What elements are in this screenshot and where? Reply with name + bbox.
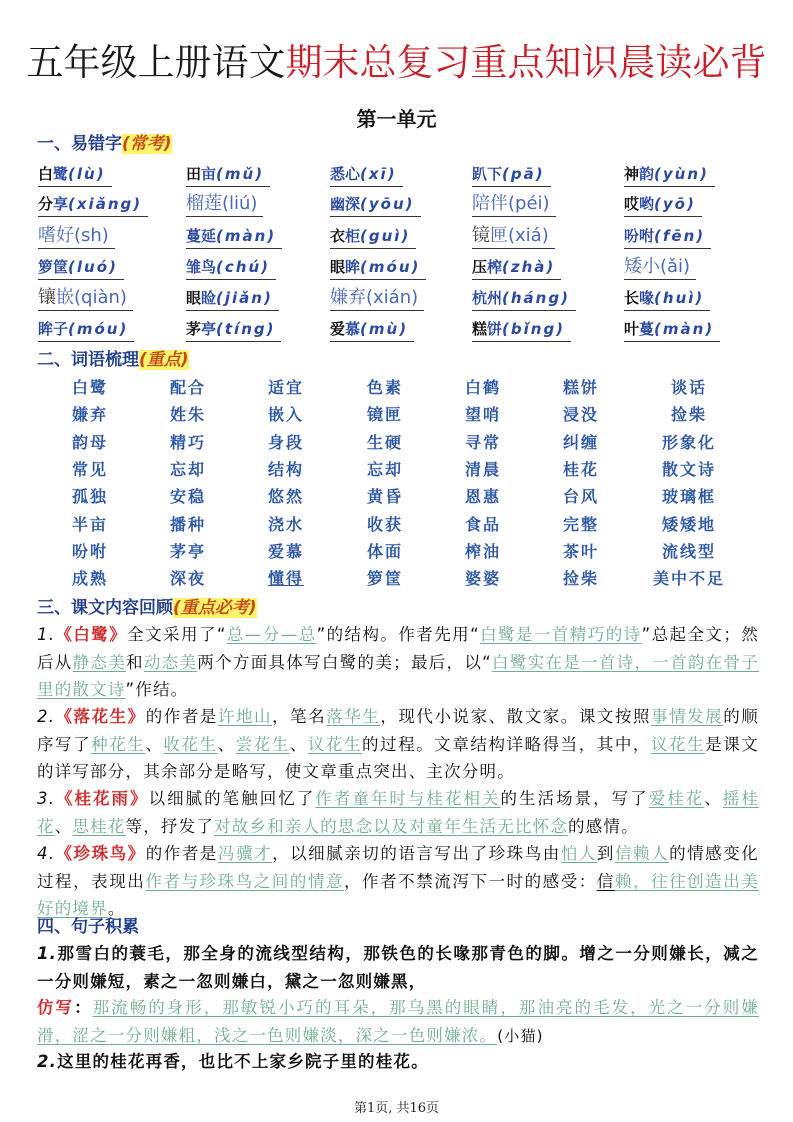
text: 全文采用了“ [127,625,227,644]
text: ”总起全文；然后从 [37,625,759,672]
vocab-word: 婆婆 [464,569,501,589]
answer-text: 许地山 [217,707,273,726]
char-context: 白 [38,165,54,183]
sentence-2 [37,1048,759,1076]
answer-text: 总—分—总 [226,625,317,644]
char-context: 眼 [186,289,202,307]
pinyin: (huì) [654,289,705,307]
char-target: 眸 [345,258,361,276]
char-target: 睑 [201,289,217,307]
vocab-word: 结构 [267,459,304,479]
vocab-word: 糕饼 [562,378,599,397]
char-context: 镶 [38,287,56,308]
lesson-title: 《白鹭》 [55,625,128,644]
char-entry [472,192,556,217]
char-entry [38,317,134,342]
text: 和 [126,652,144,672]
answer-text: 议花生 [650,734,706,754]
pinyin: (péi) [508,193,550,214]
char-context: 压 [472,258,488,276]
word-row [0,430,793,457]
vocab-word: 忘却 [366,459,403,479]
sentence-1 [37,940,759,995]
pinyin: (guì) [360,227,411,245]
answer-text: 赖，往往创造出美好的境界 [37,871,759,918]
vocab-word: 生硬 [366,432,403,452]
title-black-part: 五年级上册语文 [26,41,286,84]
vocab-word: 嵌入 [267,405,304,425]
char-target: 饼 [487,320,503,338]
pinyin: (xī) [360,165,397,183]
section-tag: (常考) [122,134,172,154]
char-context: 田 [186,165,202,183]
char-target: 眸子 [38,320,69,338]
pinyin: (lù) [68,165,106,183]
text: 的作者是 [145,844,218,863]
pinyin: (màn) [216,227,277,245]
word-row [0,402,793,429]
section-heading-confusing-chars [37,133,172,155]
text: 、 [289,734,308,754]
char-target: 蔓 [639,320,655,338]
item-number: 3. [37,789,56,808]
section-label: 一、易错字 [37,134,122,154]
char-target: 悉心 [330,165,361,183]
char-target: 鹭 [53,165,69,183]
char-entry [330,286,424,311]
char-target: 匣 [490,225,508,246]
answer-text: 议花生 [307,734,363,754]
vocab-word: 台风 [562,487,599,507]
section-heading-word-list [37,349,189,371]
char-target: 趴下 [472,165,503,183]
item-number: 2. [37,1052,58,1071]
answer-text: 事情发展 [651,707,724,726]
vocab-word: 食品 [464,514,501,534]
item-number: 2. [37,707,56,726]
char-entry [624,286,710,311]
word-row [0,457,793,484]
vocab-word: 桂花 [562,459,599,479]
pinyin: (bǐng) [502,320,566,338]
vocab-word: 捡柴 [670,405,707,425]
pinyin: (yōu) [360,195,415,213]
vocab-word: 矮矮地 [661,514,716,534]
note-text: (小猫) [497,1026,544,1045]
text: 的作者是 [145,707,218,726]
vocab-word: 安稳 [169,487,206,507]
pinyin: (màn) [654,320,715,338]
vocab-word: 浇水 [267,514,304,534]
char-entry [186,255,276,280]
sentence-text: 那雪白的蓑毛，那全身的流线型结构，那铁色的长喙那青色的脚。增之一分则嫌长，减之一分则嫌短，素之一忽则嫌白，黛之一忽则嫌黑， [37,944,759,991]
vocab-word: 箩筐 [366,569,403,589]
vocab-word: 镜匣 [366,405,403,425]
answer-text: 摇桂花 [37,789,760,836]
text: ，以细腻亲切的语言写出了珍珠鸟由 [272,844,561,863]
answer-text: 思桂花 [72,816,126,836]
vocab-word: 黄昏 [366,487,403,507]
section-label: 二、词语梳理 [37,350,139,370]
char-context: 镜 [472,225,490,246]
pinyin: (sh) [74,225,109,246]
pinyin: (luó) [68,258,118,276]
char-target: 嗜好 [38,225,74,246]
vocab-word: 身段 [267,432,304,452]
char-context: 眼 [330,258,346,276]
char-entry [38,162,112,187]
char-context: 哎 [624,195,640,213]
text: 、 [217,734,236,754]
char-target: 雏鸟 [186,258,217,276]
char-context: 衣 [330,227,346,245]
vocab-word: 寻常 [464,432,501,452]
char-entry [186,192,263,217]
char-context: 神 [624,165,640,183]
imitation-writing [37,994,759,1050]
section-tag: (重点必考) [173,598,257,618]
vocab-word: 半亩 [71,514,108,534]
char-target: 箩筐 [38,258,69,276]
char-entry [186,224,282,249]
word-row [0,539,793,566]
vocab-word: 白鹭 [71,378,108,397]
vocab-word: 捡柴 [562,569,599,589]
vocab-word: 懂得 [267,569,304,589]
vocab-word: 茶叶 [562,541,599,561]
pinyin: (ǎi) [660,256,691,277]
vocab-word: 嫌弃 [71,405,108,425]
char-entry [186,317,281,342]
char-row [38,224,758,254]
char-row [38,192,758,222]
vocab-word: 浸没 [562,405,599,425]
sentence-text: 这里的桂花再香，也比不上家乡院子里的桂花。 [57,1052,429,1071]
answer-text: 作者与珍珠鸟之间的情意 [145,871,344,891]
text: 。 [107,899,126,918]
char-entry [624,255,696,280]
char-entry [38,192,148,217]
vocab-word: 韵母 [71,432,108,452]
word-row [0,375,793,402]
vocab-word: 成熟 [71,569,108,589]
vocab-word: 恩惠 [464,487,501,507]
pinyin: (xián) [366,287,419,308]
pinyin: (zhà) [502,258,556,276]
vocab-word: 散文诗 [661,459,716,479]
char-target: 哟 [639,195,655,213]
char-row [38,255,758,285]
char-target: 杭州 [472,289,503,307]
text: 以细腻的笔触回忆了 [148,789,316,808]
word-row [0,484,793,511]
char-target: 榴莲 [186,193,222,214]
answer-text: 信赖人 [614,844,670,863]
char-target: 嫌弃 [330,287,366,308]
char-entry [330,162,403,187]
char-row [38,286,758,316]
section-label: 三、课文内容回顾 [37,598,173,618]
char-entry [38,286,133,311]
char-target: 慕 [345,320,361,338]
text: 、 [704,789,723,808]
answer-text: 白鹭是一首精巧的诗 [479,625,642,644]
word-row [0,512,793,539]
char-target: 柜 [345,227,361,245]
vocab-word: 完整 [562,514,599,534]
text: 、 [54,816,73,836]
char-target: 嵌 [56,287,74,308]
text: 的过程。文章结构详略得当，其中， [362,734,651,754]
section-label: 四、句子积累 [37,917,139,937]
char-entry [472,255,561,280]
char-context: 叶 [624,320,640,338]
text: 等，抒发了 [125,816,215,836]
answer-text: 信 [596,871,615,891]
char-entry [38,224,115,249]
title-red-part: 期末总复习重点知识晨读必背 [285,41,767,84]
review-paragraph-3 [37,785,759,840]
char-entry [330,255,426,280]
text: 的顺序写了 [37,707,759,754]
pinyin: (xiǎng) [68,195,143,213]
pinyin: (móu) [360,258,421,276]
char-target: 榨 [487,258,503,276]
vocab-word: 爱慕 [267,541,304,561]
char-row [38,317,758,347]
word-row [0,566,793,593]
char-target: 矮小 [624,256,660,277]
pinyin: (qiàn) [74,287,127,308]
char-entry [330,317,414,342]
vocab-word: 榨油 [464,541,501,561]
char-target: 韵 [639,165,655,183]
answer-text: 静态美 [72,652,127,672]
pinyin: (fēn) [654,227,706,245]
char-context: 长 [624,289,640,307]
section-heading-review [37,597,257,619]
vocab-word: 播种 [169,514,206,534]
text: ，现代小说家、散文家。课文按照 [380,707,652,726]
char-entry [186,162,270,187]
vocab-word: 悠然 [267,487,304,507]
char-entry [330,192,421,217]
text: ”作结。 [125,680,189,699]
pinyin: (mǔ) [216,165,265,183]
answer-text: 白鹭实在是一首诗，一首韵在骨子里的散文诗 [37,652,760,699]
pinyin: (mù) [360,320,409,338]
pinyin: (chú) [216,258,270,276]
text: 两个方面具体写白鹭的美；最后，以“ [197,652,492,672]
vocab-word: 忘却 [169,459,206,479]
text: 的生活场景，写了 [500,789,649,808]
vocab-word: 玻璃框 [661,487,716,507]
vocab-word: 谈话 [670,378,707,397]
text: 、 [145,734,164,754]
char-target: 幽深 [330,195,361,213]
review-paragraph-1 [37,621,759,704]
vocab-word: 茅亭 [169,541,206,561]
vocab-word: 形象化 [661,432,716,452]
char-target: 喙 [639,289,655,307]
text: 是课文的详写部分，其余部分是略写，使文章重点突出、主次分明。 [37,734,759,781]
text: ： [74,998,93,1017]
pinyin: (tíng) [216,320,276,338]
section-heading-sentences [37,916,139,938]
answer-text: 冯骥才 [217,844,273,863]
char-row [38,162,758,192]
pinyin: (yùn) [654,165,709,183]
item-number: 1. [37,625,56,644]
unit-title: 第一单元 [356,107,437,131]
char-entry [186,286,279,311]
char-entry [472,286,576,311]
page-footer: 第1页, 共16页 [353,1101,440,1116]
char-entry [330,224,416,249]
answer-text: 作者童年时与桂花相关 [315,789,501,808]
vocab-word: 白鹤 [464,378,501,397]
answer-text: 怕人 [560,844,597,863]
vocab-word: 收获 [366,514,403,534]
char-entry [38,255,124,280]
vocab-word: 姓朱 [169,405,206,425]
char-entry [624,192,702,217]
char-context: 茅 [186,320,202,338]
lesson-title: 《桂花雨》 [55,789,149,808]
item-number: 4. [37,844,56,863]
char-entry [472,224,555,249]
text: ”的结构。作者先用“ [316,625,480,644]
answer-text: 动态美 [143,652,198,672]
char-entry [472,162,551,187]
char-context: 爱 [330,320,346,338]
answer-text: 对故乡和亲人的思念以及对童年生活无比怀念 [214,816,569,836]
lesson-title: 《落花生》 [55,707,146,726]
char-entry [624,162,715,187]
vocab-word: 配合 [169,378,206,397]
review-paragraph-2 [37,703,759,786]
char-target: 吩咐 [624,227,655,245]
pinyin: (móu) [68,320,129,338]
char-context: 糕 [472,320,488,338]
vocab-word: 流线型 [661,541,716,561]
vocab-word: 吩咐 [71,541,108,561]
text: 的感情。 [568,816,639,836]
pinyin: (jiǎn) [216,289,273,307]
vocab-word: 适宜 [267,378,304,397]
pinyin: (liú) [222,193,258,214]
vocab-word: 望哨 [464,405,501,425]
vocab-word: 清晨 [464,459,501,479]
item-number: 1. [37,944,58,963]
vocab-word: 精巧 [169,432,206,452]
answer-text: 种花生 [91,734,146,754]
char-entry [624,317,720,342]
document-title [0,38,793,88]
text: 到 [596,844,615,863]
answer-text: 爱桂花 [648,789,705,808]
vocab-word: 美中不足 [652,569,725,589]
answer-text: 那流畅的身形，那敏锐小巧的耳朵，那乌黑的眼睛，那油亮的毛发，光之一分则嫌滑，涩之一分则嫌粗，浅之一色则嫌淡，深之一色则嫌浓。 [37,998,760,1045]
char-context: 分 [38,195,54,213]
vocab-word: 色素 [366,378,403,397]
vocab-word: 常见 [71,459,108,479]
char-target: 陪伴 [472,193,508,214]
char-target: 亩 [201,165,217,183]
answer-text: 收花生 [163,734,218,754]
vocab-word: 孤独 [71,487,108,507]
answer-text: 落华生 [326,707,381,726]
review-paragraph-4 [37,840,759,923]
pinyin: (yō) [654,195,696,213]
answer-text: 尝花生 [235,734,290,754]
vocab-word: 深夜 [169,569,206,589]
pinyin: (pā) [502,165,545,183]
text: ，笔名 [272,707,327,726]
lesson-title: 《珍珠鸟》 [55,844,146,863]
text: 的情感变化过程，表现出 [37,844,759,891]
char-target: 蔓延 [186,227,217,245]
char-entry [624,224,711,249]
vocab-word: 体面 [366,541,403,561]
imitation-label: 仿写 [37,998,75,1017]
vocab-word: 纠缠 [562,432,599,452]
section-tag: (重点) [139,350,189,370]
char-target: 亭 [201,320,217,338]
pinyin: (háng) [502,289,570,307]
pinyin: (xiá) [508,225,549,246]
text: ，作者不禁流泻下一时的感受： [344,871,597,891]
char-target: 享 [53,195,69,213]
char-entry [472,317,571,342]
